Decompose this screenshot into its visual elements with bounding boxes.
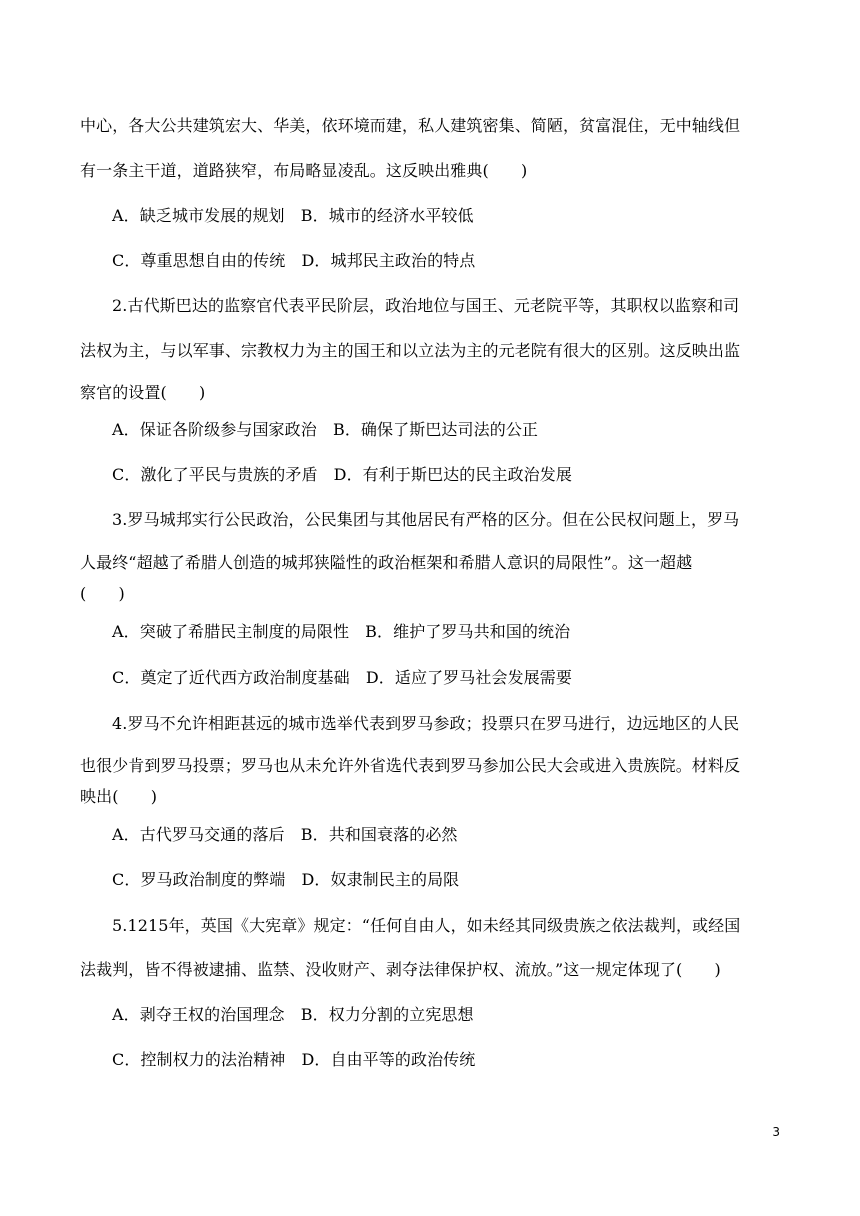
option-line: A．古代罗马交通的落后 B．共和国衰落的必然	[112, 825, 458, 844]
question-line: 3.罗马城邦实行公民政治，公民集团与其他居民有严格的区分。但在公民权问题上，罗马	[112, 510, 740, 529]
option-line: C．控制权力的法治精神 D．自由平等的政治传统	[112, 1050, 476, 1069]
question-line: 也很少肯到罗马投票；罗马也从未允许外省选代表到罗马参加公民大会或进入贵族院。材料反	[80, 756, 741, 775]
option-line: A．突破了希腊民主制度的局限性 B．维护了罗马共和国的统治	[112, 622, 571, 641]
question-line: 4.罗马不允许相距甚远的城市选举代表到罗马参政；投票只在罗马进行，边远地区的人民	[112, 714, 740, 733]
option-line: A．保证各阶级参与国家政治 B．确保了斯巴达司法的公正	[112, 420, 539, 439]
question-line: 法权为主，与以军事、宗教权力为主的国王和以立法为主的元老院有很大的区别。这反映出监	[80, 341, 741, 360]
question-line: 映出( )	[80, 787, 158, 806]
option-line: C．奠定了近代西方政治制度基础 D．适应了罗马社会发展需要	[112, 668, 572, 687]
passage-line: 中心，各大公共建筑宏大、华美，依环境而建，私人建筑密集、简陋，贫富混住，无中轴线但	[80, 116, 741, 135]
passage-line: 有一条主干道，道路狭窄，布局略显凌乱。这反映出雅典( )	[80, 161, 528, 180]
question-line: 人最终“超越了希腊人创造的城邦狭隘性的政治框架和希腊人意识的局限性”。这一超越	[80, 553, 693, 572]
question-line: ( )	[80, 584, 125, 603]
question-line: 察官的设置( )	[80, 383, 206, 402]
option-line: A．剥夺王权的治国理念 B．权力分割的立宪思想	[112, 1005, 474, 1024]
question-line: 5.1215年，英国《大宪章》规定：“任何自由人，如未经其同级贵族之依法裁判，或经国	[112, 916, 741, 935]
option-line: A．缺乏城市发展的规划 B．城市的经济水平较低	[112, 206, 474, 225]
question-line: 法裁判，皆不得被逮捕、监禁、没收财产、剥夺法律保护权、流放。”这一规定体现了( )	[80, 960, 721, 979]
option-line: C．罗马政治制度的弊端 D．奴隶制民主的局限	[112, 870, 460, 889]
question-line: 2.古代斯巴达的监察官代表平民阶层，政治地位与国王、元老院平等，其职权以监察和司	[112, 296, 740, 315]
option-line: C．尊重思想自由的传统 D．城邦民主政治的特点	[112, 251, 476, 270]
page-number: 3	[772, 1125, 780, 1139]
option-line: C．激化了平民与贵族的矛盾 D．有利于斯巴达的民主政治发展	[112, 465, 572, 484]
